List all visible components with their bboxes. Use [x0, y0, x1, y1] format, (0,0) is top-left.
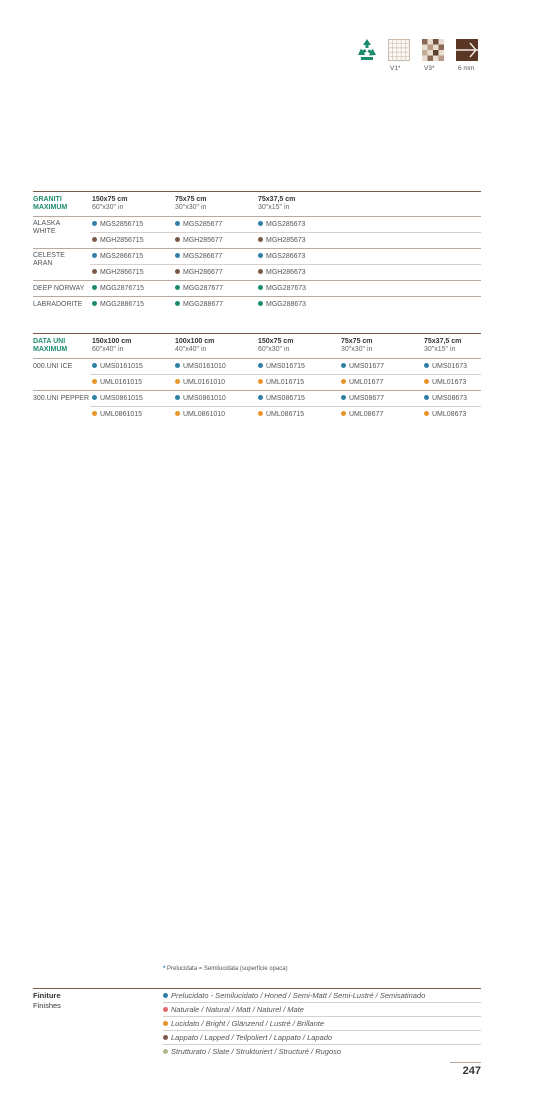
lucidato-dot — [92, 379, 97, 384]
naturale-dot — [163, 1007, 168, 1012]
finish-dot — [175, 285, 180, 290]
table-top-rule — [33, 333, 481, 334]
finish-dot — [258, 301, 263, 306]
product-code: MGH2866715 — [92, 269, 144, 277]
column-header: 150x100 cm 60"x40" in — [92, 338, 132, 353]
finish-legend-item: Naturale / Natural / Matt / Naturel / Mate — [163, 1005, 304, 1014]
lappato-dot — [175, 237, 180, 242]
prelucidato-dot — [175, 395, 180, 400]
column-header — [175, 196, 207, 212]
lucidato-dot — [92, 411, 97, 416]
product-code: UMS01677 — [341, 363, 384, 371]
sub-row-divider — [90, 374, 481, 375]
column-inch: 30"x15" in — [258, 204, 290, 211]
tile-v1-label: V1* — [390, 65, 401, 72]
prelucidato-dot — [175, 253, 180, 258]
legend-divider — [163, 1016, 481, 1017]
product-code: UML0161015 — [92, 379, 142, 387]
column-header — [258, 196, 295, 212]
prelucidato-dot — [341, 363, 346, 368]
legend-divider — [163, 1030, 481, 1031]
lappato-dot — [163, 1035, 168, 1040]
column-size: 150x75 cm — [92, 196, 128, 203]
product-code: UML08673 — [424, 411, 466, 419]
prelucidato-dot — [424, 363, 429, 368]
row-divider — [33, 390, 481, 391]
prelucidato-dot — [258, 221, 263, 226]
tile-v3-label: V3* — [424, 65, 435, 72]
prelucidato-dot — [92, 221, 97, 226]
product-code: UML01677 — [341, 379, 383, 387]
row-label: DEEP NORWAY — [33, 285, 85, 292]
prelucidato-dot — [258, 395, 263, 400]
column-inch: 60"x30" in — [92, 204, 124, 211]
product-code: UMS08673 — [424, 395, 467, 403]
page-number-rule — [450, 1062, 481, 1063]
product-code: MGS285677 — [175, 221, 222, 229]
lucidato-dot — [258, 411, 263, 416]
row-divider — [33, 358, 481, 359]
prelucidato-dot — [258, 363, 263, 368]
product-code: MGS286673 — [258, 253, 305, 261]
row-label: 000.UNI ICE — [33, 363, 73, 370]
table-title-line2: MAXIMUM — [33, 204, 68, 211]
lucidato-dot — [258, 379, 263, 384]
table-title-line1: DATA UNI — [33, 338, 66, 345]
footnote-text: Prelucidata = Semilucidata (superficie opaca) — [167, 966, 288, 972]
finishes-top-rule — [33, 988, 481, 989]
product-code: UMS086715 — [258, 395, 305, 403]
sub-row-divider — [90, 406, 481, 407]
tile-6mm-icon — [456, 39, 478, 61]
product-code: MGG2886715 — [92, 301, 144, 309]
row-divider — [33, 280, 481, 281]
product-code: UML016715 — [258, 379, 304, 387]
product-code: UML0861015 — [92, 411, 142, 419]
product-code: UMS01673 — [424, 363, 467, 371]
row-label: 300.UNI PEPPER — [33, 395, 90, 402]
table-title-line1: GRANITI — [33, 196, 62, 203]
product-code: MGH285677 — [175, 237, 223, 245]
sub-row-divider — [90, 232, 481, 233]
column-size: 75x75 cm — [175, 196, 207, 203]
row-divider — [33, 216, 481, 217]
product-code: MGS285673 — [258, 221, 305, 229]
product-code: MGS286677 — [175, 253, 222, 261]
finish-legend-item: Strutturato / Slate / Strukturiert / Structuré / Rugoso — [163, 1047, 341, 1056]
product-code: UML08677 — [341, 411, 383, 419]
prelucidato-dot — [424, 395, 429, 400]
finish-dot — [92, 301, 97, 306]
lappato-dot — [175, 269, 180, 274]
product-code: UMS0861015 — [92, 395, 143, 403]
column-header: 100x100 cm 40"x40" in — [175, 338, 215, 353]
lucidato-dot — [175, 379, 180, 384]
footnote-star: * — [163, 966, 166, 972]
lappato-dot — [258, 237, 263, 242]
lucidato-dot — [424, 411, 429, 416]
product-code: MGG288673 — [258, 301, 306, 309]
finish-legend-item: Lappato / Lapped / Teilpoliert / Lappato / Lapado — [163, 1033, 332, 1042]
prelucidato-dot — [258, 253, 263, 258]
finish-legend-item: Lucidato / Bright / Glänzend / Lustré / Brillante — [163, 1019, 324, 1028]
finishes-heading — [33, 991, 61, 1011]
product-code: MGG288677 — [175, 301, 223, 309]
lappato-dot — [92, 237, 97, 242]
table-title — [33, 338, 67, 354]
product-code: MGS2856715 — [92, 221, 143, 229]
product-code: MGG287677 — [175, 285, 223, 293]
strutturato-dot — [163, 1049, 168, 1054]
legend-divider — [163, 1002, 481, 1003]
finish-dot — [258, 285, 263, 290]
product-code: MGH286673 — [258, 269, 306, 277]
legend-divider — [163, 1044, 481, 1045]
product-code: UMS0861010 — [175, 395, 226, 403]
column-size: 75x37,5 cm — [258, 196, 296, 203]
product-code: UMS0161015 — [92, 363, 143, 371]
product-code: UML0161010 — [175, 379, 225, 387]
row-divider — [33, 248, 481, 249]
table-title-line2: MAXIMUM — [33, 346, 68, 353]
lucidato-dot — [163, 1021, 168, 1026]
prelucidato-dot — [341, 395, 346, 400]
tile-v3-icon — [422, 39, 444, 61]
table-title — [33, 196, 67, 212]
product-code: UMS0161010 — [175, 363, 226, 371]
product-code: MGS2866715 — [92, 253, 143, 261]
lucidato-dot — [341, 411, 346, 416]
header-icons — [354, 37, 482, 73]
product-code: UML086715 — [258, 411, 304, 419]
finishes-title: Finiture — [33, 991, 61, 1000]
column-header: 75x75 cm 30"x30" in — [341, 338, 373, 353]
sub-row-divider — [90, 264, 481, 265]
row-label: LABRADORITE — [33, 301, 83, 308]
page-number: 247 — [462, 1065, 481, 1077]
finish-dot — [175, 301, 180, 306]
tile-6mm-label: 6 mm — [458, 65, 475, 72]
lappato-dot — [258, 269, 263, 274]
prelucidato-dot — [163, 993, 168, 998]
product-code: MGH285673 — [258, 237, 306, 245]
column-header: 150x75 cm 60"x30" in — [258, 338, 294, 353]
row-label: CELESTE ARAN — [33, 252, 65, 267]
product-code: UML0861010 — [175, 411, 225, 419]
column-inch: 30"x30" in — [175, 204, 207, 211]
row-divider — [33, 296, 481, 297]
finish-dot — [92, 285, 97, 290]
prelucidato-dot — [175, 363, 180, 368]
prelucidato-dot — [92, 363, 97, 368]
column-header — [92, 196, 127, 212]
prelucidato-dot — [175, 221, 180, 226]
finish-legend-item: Prelucidato - Semilucidato / Honed / Semi-Matt / Semi-Lustré / Semisatinado — [163, 991, 425, 1000]
lucidato-dot — [341, 379, 346, 384]
recycle-icon — [354, 37, 380, 63]
footnote — [163, 966, 288, 972]
tile-v1-icon — [388, 39, 410, 61]
product-code: UML01673 — [424, 379, 466, 387]
lappato-dot — [92, 269, 97, 274]
prelucidato-dot — [92, 395, 97, 400]
product-code: MGG2876715 — [92, 285, 144, 293]
product-code: MGG287673 — [258, 285, 306, 293]
lucidato-dot — [175, 411, 180, 416]
finishes-subtitle: Finishes — [33, 1001, 61, 1010]
product-code: UMS08677 — [341, 395, 384, 403]
column-header: 75x37,5 cm 30"x15" in — [424, 338, 462, 353]
row-label: ALASKA WHITE — [33, 220, 61, 235]
product-code: MGH286677 — [175, 269, 223, 277]
product-code: UMS016715 — [258, 363, 305, 371]
product-code: MGH2856715 — [92, 237, 144, 245]
lucidato-dot — [424, 379, 429, 384]
prelucidato-dot — [92, 253, 97, 258]
table-top-rule — [33, 191, 481, 192]
